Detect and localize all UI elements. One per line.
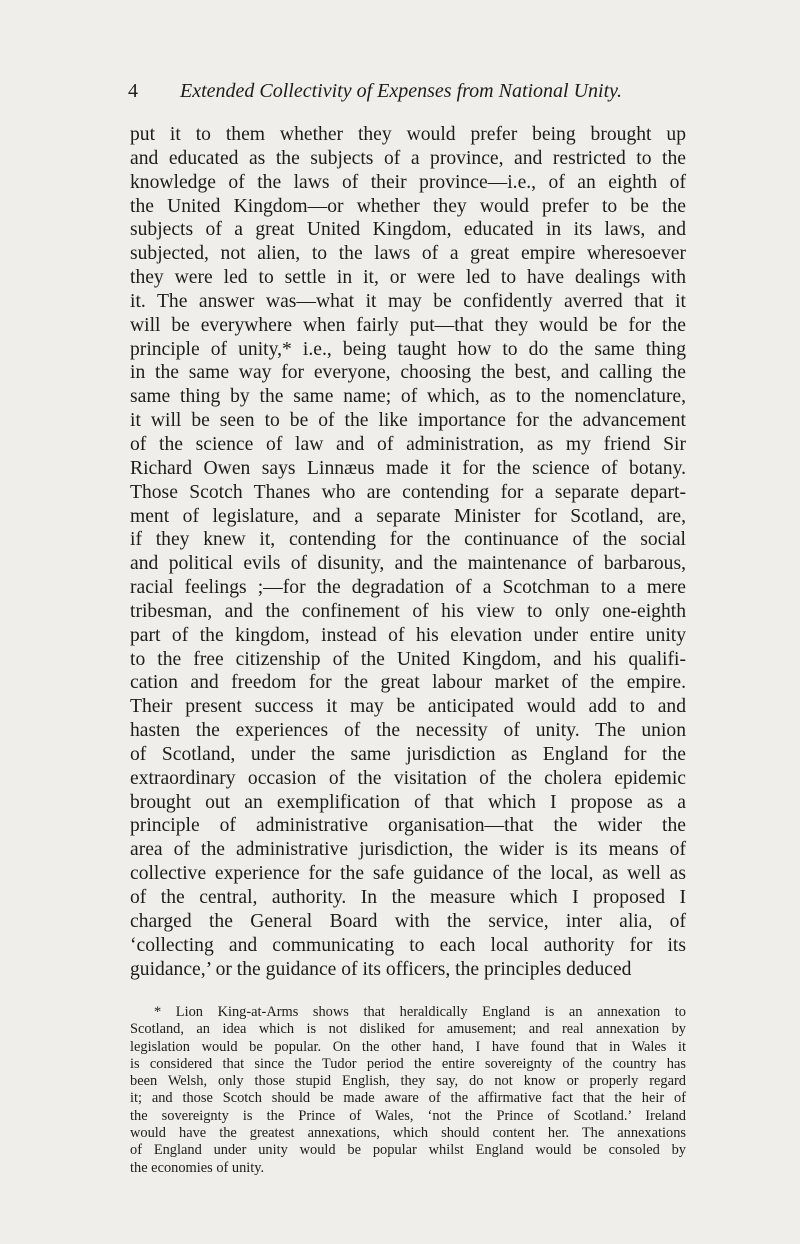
text-line: Their present success it may be anticipated would add to and xyxy=(130,696,686,718)
text-line: area of the administrative jurisdiction, the wider is its means of xyxy=(130,839,686,861)
text-line: brought out an exemplification of that which I propose as a xyxy=(130,791,686,813)
text-line: tribesman, and the confinement of his view to only one-eighth xyxy=(130,600,686,622)
footnote-line: would have the greatest annexations, which should content her. The annexations xyxy=(130,1125,686,1142)
text-line: collective experience for the safe guidance of the local, as well as xyxy=(130,863,686,885)
text-line: they were led to settle in it, or were led to have dealings with xyxy=(130,267,686,289)
text-line: if they knew it, contending for the continuance of the social xyxy=(130,529,686,551)
text-line: racial feelings ;—for the degradation of a Scotchman to a mere xyxy=(130,577,686,599)
footnote-line: Scotland, an idea which is not disliked for amusement; and real annexation by xyxy=(130,1021,686,1038)
text-line: hasten the experiences of the necessity of unity. The union xyxy=(130,720,686,742)
text-line: subjects of a great United Kingdom, educated in its laws, and xyxy=(130,219,686,241)
text-line: knowledge of the laws of their province—i.e., of an eighth of xyxy=(130,171,686,193)
text-line: ‘collecting and communicating to each local authority for its xyxy=(130,934,686,956)
text-line: put it to them whether they would prefer being brought up xyxy=(130,124,686,145)
footnote-line: the sovereignty is the Prince of Wales, ‘not the Prince of Scotland.’ Ireland xyxy=(130,1107,686,1124)
footnote-line: it; and those Scotch should be made aware of the affirmative fact that the heir of xyxy=(130,1090,686,1107)
text-line: of the science of law and of administration, as my friend Sir xyxy=(130,433,686,455)
text-line: ment of legislature, and a separate Minister for Scotland, are, xyxy=(130,505,686,527)
footnote-line: the economies of unity. xyxy=(130,1159,265,1176)
text-line: will be everywhere when fairly put—that they would be for the xyxy=(130,314,686,336)
text-line: of Scotland, under the same jurisdiction as England for the xyxy=(130,743,686,765)
body-text xyxy=(130,123,686,981)
page-header xyxy=(128,80,688,110)
running-title: Extended Collectivity of Expenses from National Unity. xyxy=(180,80,622,102)
text-line: it will be seen to be of the like importance for the advancement xyxy=(130,410,686,432)
text-line: guidance,’ or the guidance of its officers, the principles deduced xyxy=(130,958,632,980)
footnote xyxy=(130,1004,686,1177)
text-line: to the free citizenship of the United Kingdom, and his qualifi- xyxy=(130,648,686,670)
text-line: and political evils of disunity, and the maintenance of barbarous, xyxy=(130,553,686,575)
text-line: Those Scotch Thanes who are contending for a separate depart- xyxy=(130,481,686,503)
text-line: cation and freedom for the great labour market of the empire. xyxy=(130,672,686,694)
text-line: part of the kingdom, instead of his elevation under entire unity xyxy=(130,624,686,646)
text-line: principle of administrative organisation—that the wider the xyxy=(130,815,686,837)
text-line: subjected, not alien, to the laws of a great empire wheresoever xyxy=(130,243,686,265)
footnote-line: is considered that since the Tudor period the entire sovereignty of the country has xyxy=(130,1055,686,1072)
text-line: charged the General Board with the service, inter alia, of xyxy=(130,910,686,932)
footnote-line: * Lion King-at-Arms shows that heraldically England is an annexation to xyxy=(154,1004,686,1020)
footnote-line: of England under unity would be popular whilst England would be consoled by xyxy=(130,1142,686,1159)
text-line: principle of unity,* i.e., being taught how to do the same thing xyxy=(130,338,686,360)
text-line: extraordinary occasion of the visitation of the cholera epidemic xyxy=(130,767,686,789)
text-line: Richard Owen says Linnæus made it for the science of botany. xyxy=(130,457,686,479)
footnote-line: legislation would be popular. On the other hand, I have found that in Wales it xyxy=(130,1038,686,1055)
text-line: the United Kingdom—or whether they would prefer to be the xyxy=(130,195,686,217)
text-line: it. The answer was—what it may be confidently averred that it xyxy=(130,290,686,312)
footnote-line: been Welsh, only those stupid English, they say, do not know or properly regard xyxy=(130,1073,686,1090)
text-line: of the central, authority. In the measure which I proposed I xyxy=(130,887,686,908)
page-number: 4 xyxy=(128,80,138,102)
text-line: in the same way for everyone, choosing the best, and calling the xyxy=(130,362,686,384)
text-line: same thing by the same name; of which, as to the nomenclature, xyxy=(130,386,686,408)
text-line: and educated as the subjects of a province, and restricted to the xyxy=(130,147,686,169)
